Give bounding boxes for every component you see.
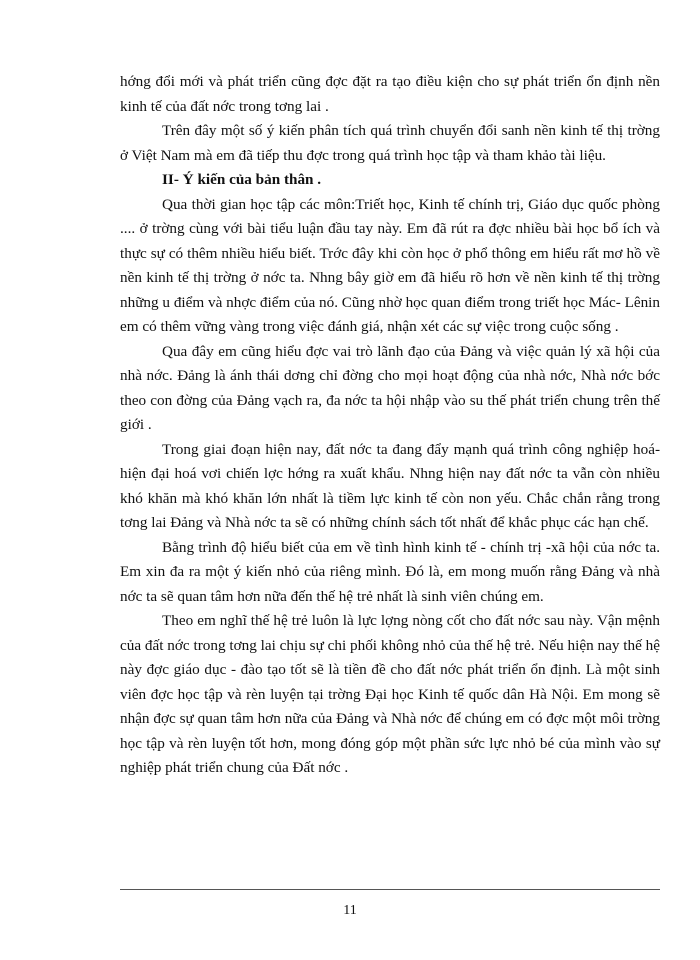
paragraph-youth-generation: Theo em nghĩ thế hệ trẻ luôn là lực lợng nòng cốt cho đất nớc sau này. Vận mệnh của đất nớc trong tơng lai chịu sự chi phối không nhỏ của thế hệ trẻ. Nếu hiện nay thế hệ này đợc giáo dục - đào tạo tốt sẽ là tiền đề cho đất nớc phát triển ổn định. Là một sinh viên đợc học tập và rèn luyện tại trờng Đại học Kinh tế quốc dân Hà Nội. Em mong sẽ nhận đợc sự quan tâm hơn nữa của Đảng và Nhà nớc để chúng em có đợc một môi trờng học tập và rèn luyện tốt hơn, mong đóng góp một phần sức lực nhỏ bé của mình vào sự nghiệp phát triển chung của Đất nớc .: [120, 612, 660, 776]
document-body: [120, 70, 660, 781]
footer-divider: [120, 889, 660, 890]
paragraph-continuation: hớng đổi mới và phát triển cũng đợc đặt ra tạo điều kiện cho sự phát triển ổn định nền kinh tế của đất nớc trong tơng lai .: [120, 73, 660, 115]
paragraph-current-stage: Trong giai đoạn hiện nay, đất nớc ta đang đẩy mạnh quá trình công nghiệp hoá- hiện đại hoá vơi chiến lợc hớng ra xuất khẩu. Nhng hiện nay đất nớc ta vẫn còn nhiều khó khăn mà khó khăn lớn nhất là tiềm lực kinh tế còn non yếu. Chắc chắn rằng trong tơng lai Đảng và Nhà nớc ta sẽ có những chính sách tốt nhất để khắc phục các hạn chế.: [120, 440, 660, 531]
paragraph-summary: Trên đây một số ý kiến phân tích quá trình chuyển đổi sanh nền kinh tế thị trờng ở Việt Nam mà em đã tiếp thu đợc trong quá trình học tập và tham khảo tài liệu.: [120, 122, 660, 164]
section-heading: II- Ý kiến của bản thân .: [162, 171, 322, 188]
paragraph-study-reflection: Qua thời gian học tập các môn:Triết học, Kinh tế chính trị, Giáo dục quốc phòng .... ở trờng cùng với bài tiểu luận đầu tay này. Em đã rút ra đợc nhiều bài học bổ ích và thực sự có thêm nhiều hiểu biết. Trớc đây khi còn học ở phổ thông em hiểu rất mơ hồ về nền kinh tế thị trờng ở nớc ta. Nhng bây giờ em đã hiểu rõ hơn về nền kinh tế thị trờng những u điểm và nhợc điểm của nó. Cũng nhờ học quan điểm trong triết học Mác- Lênin em có thêm vững vàng trong việc đánh giá, nhận xét các sự việc trong cuộc sống .: [120, 195, 660, 335]
paragraph-personal-opinion: Bằng trình độ hiểu biết của em về tình hình kinh tế - chính trị -xã hội của nớc ta. Em xin đa ra một ý kiến nhỏ của riêng mình. Đó là, em mong muốn rằng Đảng và nhà nớc ta sẽ quan tâm hơn nữa đến thế hệ trẻ nhất là sinh viên chúng em.: [120, 538, 660, 605]
page-number: 11: [343, 903, 357, 918]
paragraph-party-role: Qua đây em cũng hiểu đợc vai trò lãnh đạo của Đảng và việc quản lý xã hội của nhà nớc. Đảng là ánh thái dơng chỉ đờng cho mọi hoạt động của nhà nớc, Nhà nớc bớc theo con đờng của Đảng vạch ra, đa nớc ta hội nhập vào su thế phát triển chung trên thế giới .: [120, 342, 660, 433]
